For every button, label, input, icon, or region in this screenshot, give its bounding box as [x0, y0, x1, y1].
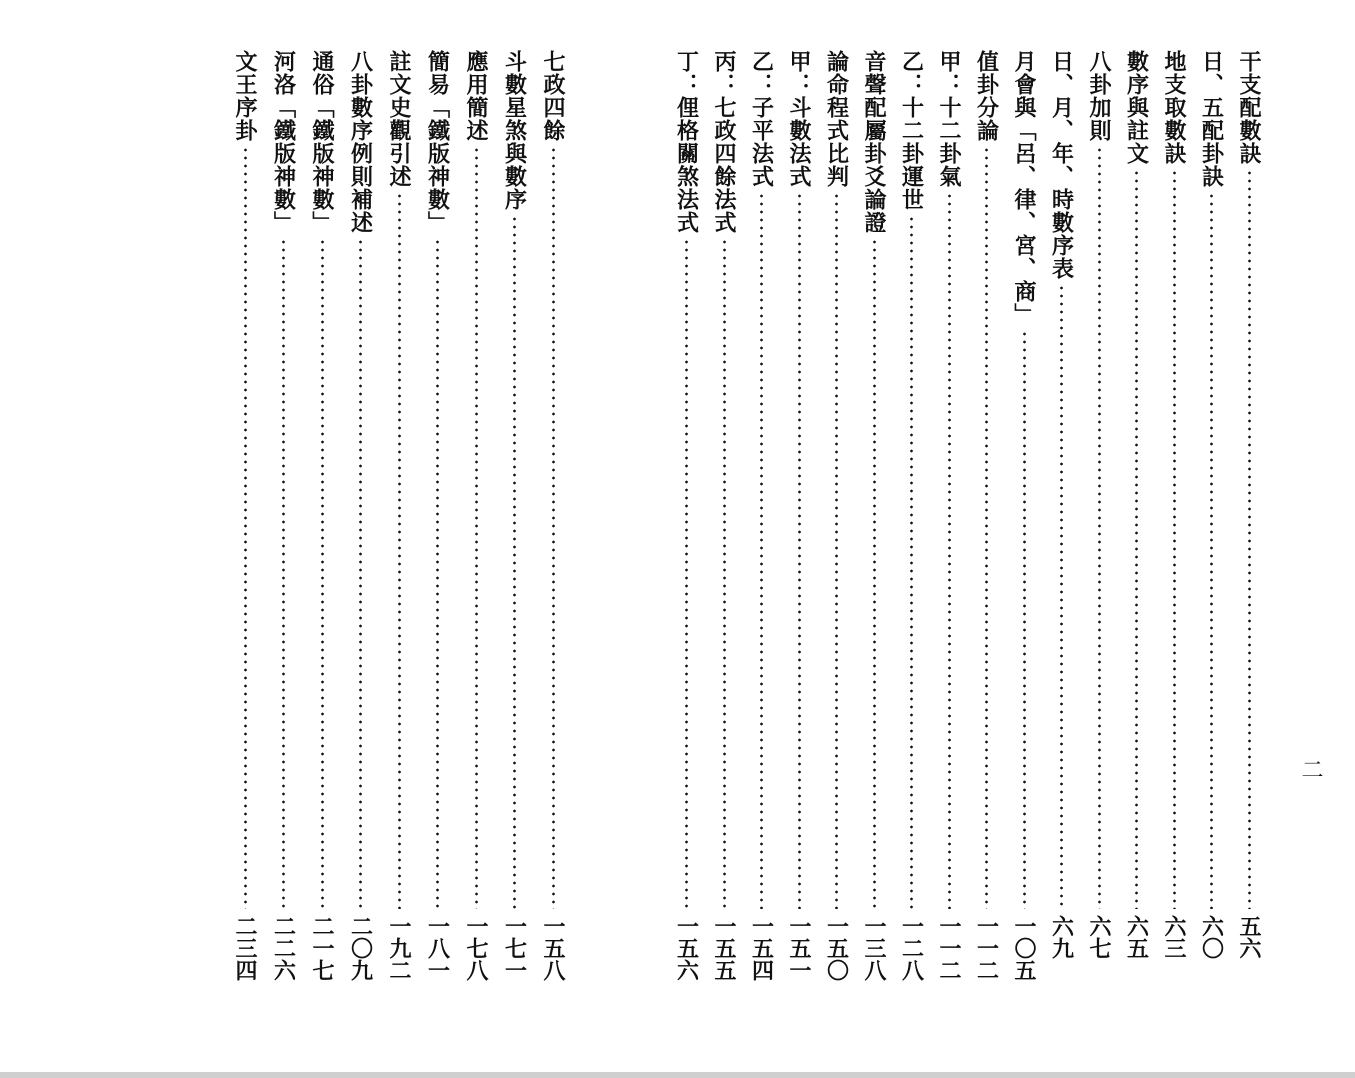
dot-leader [760, 192, 763, 909]
toc-entry [670, 50, 704, 995]
dot-leader [244, 146, 247, 909]
dot-leader [723, 238, 726, 909]
toc-entry [857, 50, 891, 995]
toc-entry [895, 50, 929, 995]
toc-entry [1157, 50, 1191, 995]
dot-leader [910, 215, 913, 909]
dot-leader [552, 146, 555, 909]
toc-entry-title: 應用簡述 [463, 50, 489, 142]
toc-entry-page: 一八一 [424, 915, 451, 981]
toc-entry-page: 一五五 [711, 915, 737, 981]
dot-leader [359, 238, 362, 909]
toc-entry-title: 月會與「呂、律、宮、商」 [1011, 50, 1037, 326]
toc-entry-page: 一一二 [973, 915, 1000, 981]
toc-entry [970, 50, 1004, 995]
toc-entry-page: 一五六 [673, 915, 700, 981]
toc-entry-page: 一一二 [936, 915, 962, 981]
toc-entry-page: 六五 [1123, 915, 1150, 959]
toc-entry [382, 50, 416, 995]
dot-leader [398, 192, 401, 909]
toc-entry [782, 50, 816, 995]
toc-entry-title: 河洛「鐵版神數」 [270, 50, 297, 234]
toc-entry-title: 干支配數訣 [1236, 50, 1262, 165]
toc-entry [1232, 50, 1266, 995]
toc-entry-title: 論命程式比判 [823, 50, 850, 188]
toc-entry-title: 通俗「鐵版神數」 [309, 50, 335, 234]
toc-entry-title: 值卦分論 [973, 50, 1000, 142]
toc-entry-page: 六七 [1086, 915, 1112, 959]
dot-leader [1023, 330, 1026, 909]
toc-entry-title: 八卦數序例則補述 [347, 50, 374, 234]
dot-leader [513, 215, 516, 909]
toc-entry [459, 50, 493, 995]
toc-entry-title: 文王序卦 [232, 50, 258, 142]
toc-entry-title: 乙：十二卦運世 [898, 50, 925, 211]
toc-entry [344, 50, 378, 995]
toc-entry [1045, 50, 1079, 995]
dot-leader [1098, 146, 1101, 909]
toc-entry-title: 簡易「鐵版神數」 [424, 50, 451, 234]
dot-leader [835, 192, 838, 909]
toc-entry-title: 丙：七政四餘法式 [711, 50, 737, 234]
toc-entry-title: 日、五配卦訣 [1198, 50, 1225, 188]
toc-entry-page: 六三 [1161, 915, 1187, 959]
toc-entry-title: 地支取數訣 [1161, 50, 1187, 165]
dot-leader [282, 238, 285, 909]
toc-entry [1007, 50, 1041, 995]
toc-entry [820, 50, 854, 995]
dot-leader [475, 146, 478, 909]
dot-leader [948, 192, 951, 909]
dot-leader [1210, 192, 1213, 909]
toc-entry-page: 一五八 [540, 915, 566, 981]
toc-entry-title: 註文史觀引述 [386, 50, 412, 188]
toc-entry [707, 50, 741, 995]
toc-entry-title: 八卦加則 [1086, 50, 1112, 142]
toc-entry-page: 一七八 [463, 915, 489, 981]
toc-entry-title: 七政四餘 [540, 50, 566, 142]
toc-entry-page: 六九 [1048, 915, 1075, 959]
toc-entry-page: 一七一 [501, 915, 528, 981]
toc-entry [421, 50, 455, 995]
dot-leader [685, 238, 688, 909]
toc-entry [305, 50, 339, 995]
dot-leader [1135, 169, 1138, 909]
toc-entry-page: 一五一 [786, 915, 812, 981]
dot-leader [1060, 284, 1063, 909]
toc-entry-page: 二三四 [232, 915, 258, 981]
toc-entry-page: 一二八 [898, 915, 925, 981]
toc-entry [536, 50, 570, 995]
toc-entry [1120, 50, 1154, 995]
dot-leader [321, 238, 324, 909]
toc-entry [267, 50, 301, 995]
toc-entry-title: 丁：俚格關煞法式 [673, 50, 700, 234]
toc-entry-page: 二〇九 [347, 915, 374, 981]
toc-entry [228, 50, 262, 995]
toc-entry-page: 二二六 [270, 915, 297, 981]
toc-entry-page: 一三八 [861, 915, 887, 981]
dot-leader [436, 238, 439, 909]
dot-leader [1248, 169, 1251, 909]
toc-entry [1082, 50, 1116, 995]
toc-entry [498, 50, 532, 995]
toc-entry-page: 一〇五 [1011, 915, 1037, 981]
toc-entry-page: 一九二 [386, 915, 412, 981]
toc-entry [932, 50, 966, 995]
scan-edge [0, 1072, 1355, 1078]
page-number: 二 [1298, 758, 1323, 780]
toc-entry-page: 一五四 [748, 915, 775, 981]
toc-entry-title: 甲：十二卦氣 [936, 50, 962, 188]
dot-leader [1173, 169, 1176, 909]
toc-entry-title: 乙：子平法式 [748, 50, 775, 188]
toc-entry-page: 五六 [1236, 915, 1262, 959]
toc-entry-page: 六〇 [1198, 915, 1225, 959]
toc-entry-title: 日、月、年、時數序表 [1048, 50, 1075, 280]
toc-entry-title: 甲：斗數法式 [786, 50, 812, 188]
dot-leader [798, 192, 801, 909]
toc-entry-title: 音聲配屬卦爻論證 [861, 50, 887, 234]
dot-leader [873, 238, 876, 909]
toc-entry-page: 一五〇 [823, 915, 850, 981]
dot-leader [985, 146, 988, 909]
toc-entry [745, 50, 779, 995]
toc-entry-title: 數序與註文 [1123, 50, 1150, 165]
toc-entry-title: 斗數星煞與數序 [501, 50, 528, 211]
toc-entry [1195, 50, 1229, 995]
toc-entry-page: 二一七 [309, 915, 335, 981]
